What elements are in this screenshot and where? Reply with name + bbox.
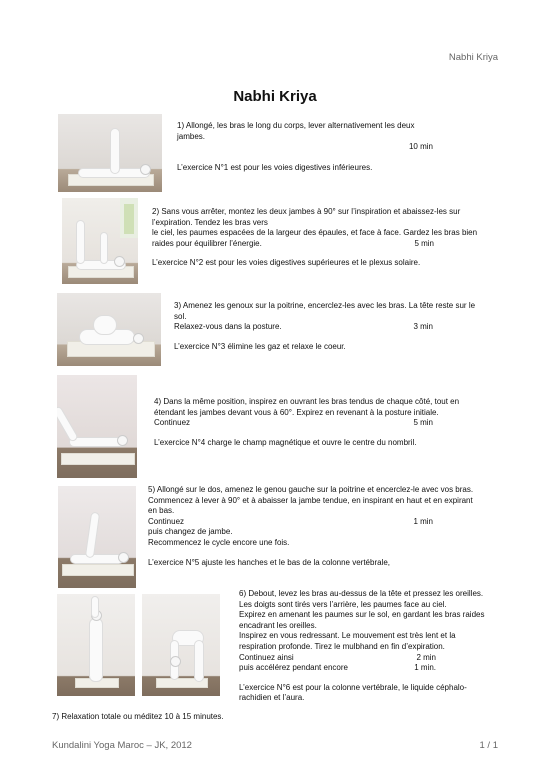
exercise-6-text [239, 589, 499, 704]
exercise-5-line-6: Recommencez le cycle encore une fois. [148, 537, 290, 547]
exercise-4-text [154, 397, 484, 448]
exercise-4-duration: 5 min [413, 418, 433, 428]
exercise-2-line-4: raides pour équilibrer l’énergie. [152, 238, 262, 248]
exercise-1-instruction: 1) Allongé, les bras le long du corps, lever alternativement les deux jambes. [177, 121, 415, 141]
exercise-6-line-6: respiration profonde. Tirez le mulbhand en fin d’expiration. [239, 641, 445, 651]
footer-left: Kundalini Yoga Maroc – JK, 2012 [52, 740, 192, 751]
exercise-6-line-4: encadrant les oreilles. [239, 620, 317, 630]
exercise-4-line-2: étendant les jambes devant vous à 60°. Expirez en revenant à la posture initiale. [154, 407, 439, 417]
exercise-2-line-1: 2) Sans vous arrêter, montez les deux jambes à 90° sur l’inspiration et abaissez-les sur [152, 207, 461, 216]
exercise-6-photo-a [57, 594, 135, 696]
exercise-5-line-3: en bas. [148, 506, 175, 516]
exercise-6-line-1: 6) Debout, levez les bras au-dessus de la tête et pressez les oreilles. [239, 589, 484, 598]
running-header: Nabhi Kriya [448, 52, 498, 63]
exercise-6-photo-b [142, 594, 220, 696]
exercise-5-text [148, 485, 493, 568]
exercise-6-line-5: Inspirez en vous redressant. Le mouvement est très lent et la [239, 631, 456, 641]
footer-page-number: 1 / 1 [479, 740, 498, 751]
exercise-2-text [152, 207, 492, 269]
exercise-3-duration: 3 min [413, 322, 433, 332]
exercise-6-note-1: L’exercice N°6 est pour la colonne vertébrale, le liquide céphalo- [239, 682, 467, 692]
exercise-3-line-1: 3) Amenez les genoux sur la poitrine, encerclez-les avec les bras. La tête reste sur le [174, 301, 476, 310]
exercise-4-photo [57, 375, 137, 478]
exercise-5-line-2: Commencez à lever à 90° et à abaisser la jambe tendue, en inspirant en haut et en expirant [148, 495, 473, 505]
exercise-6-line-3: Expirez en amenant les paumes sur le sol, en gardant les bras raides [239, 610, 485, 620]
exercise-3-note: L’exercice N°3 élimine les gaz et relaxe le coeur. [174, 341, 346, 351]
exercise-1-note: L’exercice N°1 est pour les voies digestives inférieures. [177, 162, 373, 172]
exercise-6-timing-1-label: Continuez ainsi [239, 652, 294, 662]
exercise-5-note: L’exercice N°5 ajuste les hanches et le bas de la colonne vertébrale, [148, 557, 391, 567]
exercise-1-duration: 10 min [408, 142, 433, 152]
exercise-2-duration: 5 min [414, 238, 434, 248]
exercise-2-line-3: le ciel, les paumes espacées de la largeur des épaules, et face à face. Gardez les bras bien [152, 228, 478, 238]
page-title: Nabhi Kriya [233, 88, 317, 105]
exercise-5-duration: 1 min [413, 516, 433, 526]
exercise-2-plant [120, 198, 138, 238]
exercise-6-timing-2-label: puis accélérez pendant encore [239, 663, 348, 673]
exercise-5-line-1: 5) Allongé sur le dos, amenez le genou gauche sur la poitrine et encerclez-le avec vos bras. [148, 485, 474, 494]
exercise-4-line-3: Continuez [154, 418, 191, 428]
exercise-3-text [174, 301, 494, 352]
exercise-1-photo [58, 114, 162, 192]
exercise-6-timing-2-duration: 1 min. [414, 663, 436, 673]
exercise-3-line-2: sol. [174, 311, 187, 321]
exercise-5-photo [58, 486, 136, 588]
exercise-5-line-5: puis changez de jambe. [148, 527, 233, 537]
exercise-6-timing-1-duration: 2 min [416, 652, 436, 662]
exercise-3-photo [57, 293, 161, 366]
exercise-3-line-3: Relaxez-vous dans la posture. [174, 322, 282, 332]
exercise-1-text [177, 121, 433, 173]
exercise-4-note: L’exercice N°4 charge le champ magnétique et ouvre le centre du nombril. [154, 437, 417, 447]
exercise-2-line-2: l’expiration. Tendez les bras vers [152, 217, 268, 227]
exercise-6-note-2: rachidien et l’aura. [239, 693, 305, 703]
exercise-6-line-2: Les doigts sont tirés vers l’arrière, les paumes face au ciel. [239, 599, 447, 609]
exercise-2-note: L’exercice N°2 est pour les voies digestives supérieures et le plexus solaire. [152, 258, 421, 268]
closing-instruction: 7) Relaxation totale ou méditez 10 à 15 minutes. [52, 712, 224, 721]
exercise-4-line-1: 4) Dans la même position, inspirez en ouvrant les bras tendus de chaque côté, tout en [154, 397, 460, 406]
exercise-5-line-4: Continuez [148, 516, 185, 526]
